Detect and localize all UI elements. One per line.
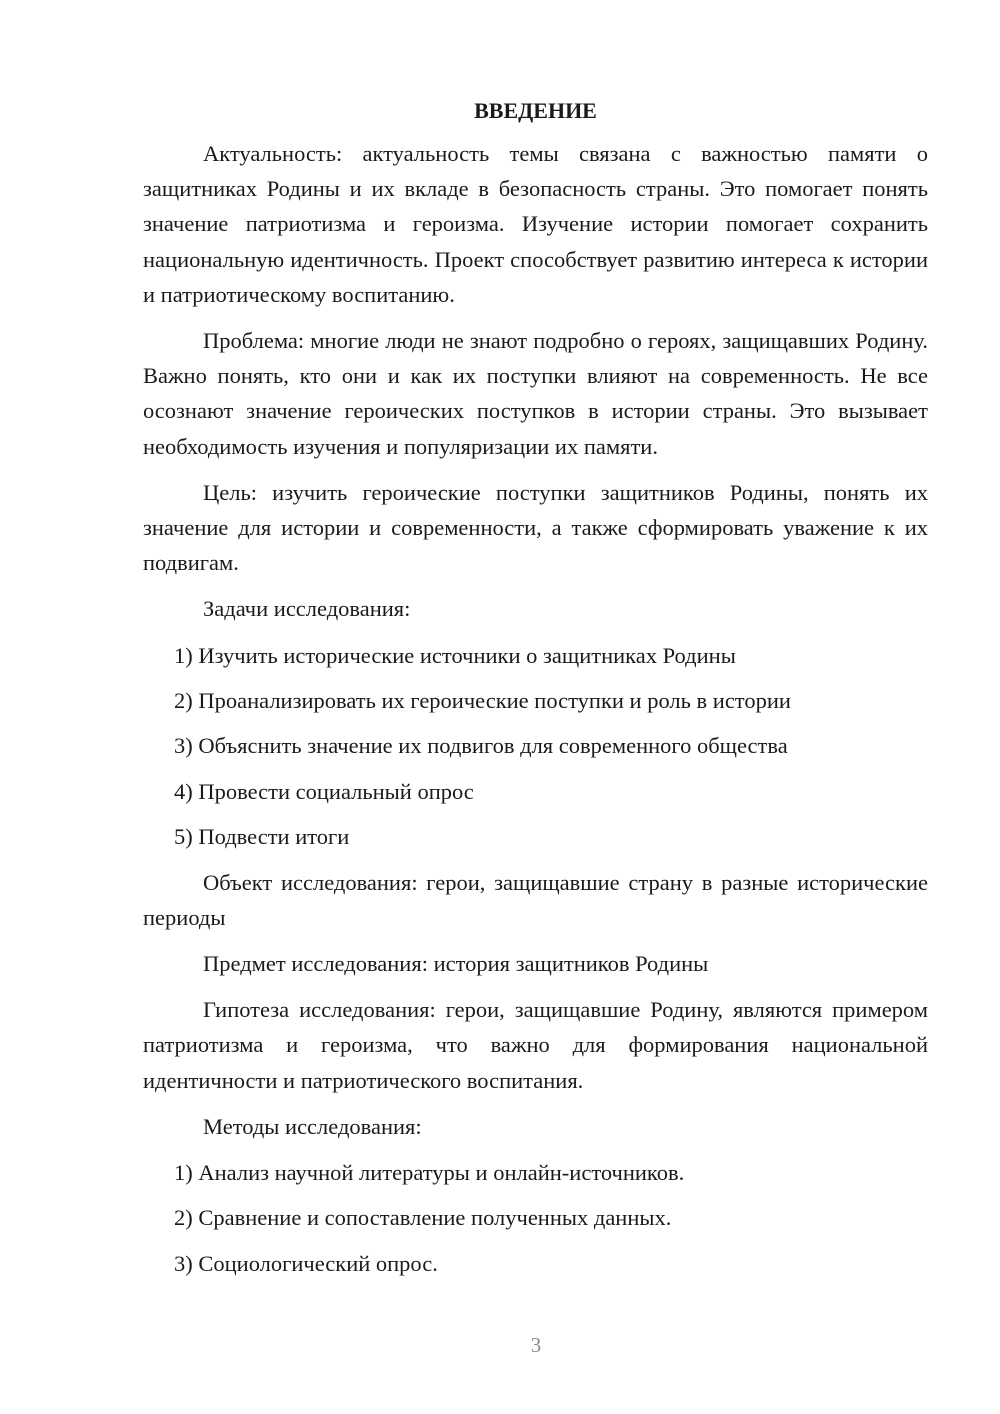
tasks-heading: Задачи исследования: xyxy=(203,596,411,622)
list-item: 1) Изучить исторические источники о защитниках Родины xyxy=(174,642,736,668)
list-item: 5) Подвести итоги xyxy=(174,824,350,850)
hypothesis-paragraph: Гипотеза исследования: герои, защищавшие Родину, являются примером патриотизма и героизма, что важно для формирования национальной идентичности и патриотического воспитания. xyxy=(143,997,928,1093)
list-item: 2) Сравнение и сопоставление полученных данных. xyxy=(174,1205,672,1231)
list-item: 2) Проанализировать их героические поступки и роль в истории xyxy=(174,688,791,714)
relevance-paragraph: Актуальность: актуальность темы связана с важностью памяти о защитниках Родины и их вкладе в безопасность страны. Это помогает понять значение патриотизма и героизма. Изучение истории помогает сохранить национальную идентичность. Проект способствует развитию интереса к истории и патриотическому воспитанию. xyxy=(143,141,928,307)
problem-paragraph: Проблема: многие люди не знают подробно о героях, защищавших Родину. Важно понять, кто они и как их поступки влияют на современность. Не все осознают значение героических поступков в истории страны. Это вызывает необходимость изучения и популяризации их памяти. xyxy=(143,328,928,459)
subject-paragraph: Предмет исследования: история защитников Родины xyxy=(203,951,709,976)
methods-heading: Методы исследования: xyxy=(203,1113,422,1139)
list-item: 1) Анализ научной литературы и онлайн-источников. xyxy=(174,1160,685,1186)
list-item: 3) Объяснить значение их подвигов для современного общества xyxy=(174,733,788,759)
section-title: ВВЕДЕНИЕ xyxy=(474,98,597,123)
object-paragraph: Объект исследования: герои, защищавшие страну в разные исторические периоды xyxy=(143,869,928,930)
list-item: 3) Социологический опрос. xyxy=(174,1250,438,1276)
goal-paragraph: Цель: изучить героические поступки защитников Родины, понять их значение для истории и современности, а также сформировать уважение к их подвигам. xyxy=(143,479,928,576)
document-page xyxy=(143,93,928,1291)
list-item: 4) Провести социальный опрос xyxy=(174,778,474,804)
page-number: 3 xyxy=(530,1333,542,1357)
methods-list xyxy=(143,1155,928,1281)
tasks-list xyxy=(143,638,928,855)
